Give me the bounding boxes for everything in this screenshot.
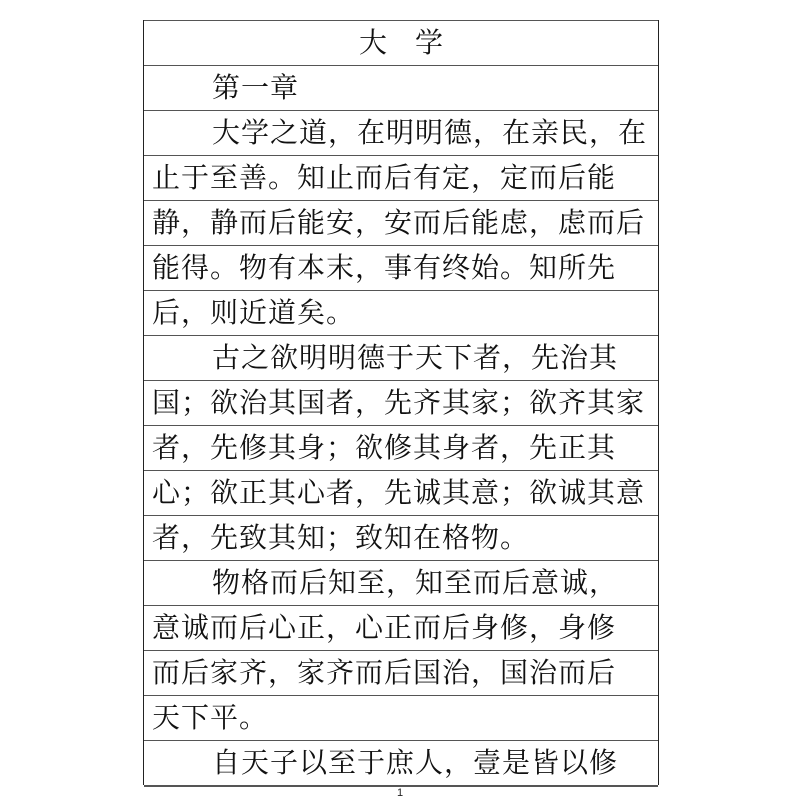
paragraph-2-line-1: 古之欲明明德于天下者，先治其 bbox=[212, 341, 619, 374]
text-row bbox=[144, 560, 658, 603]
text-row bbox=[144, 425, 658, 468]
paragraph-2-line-5: 者，先致其知；致知在格物。 bbox=[152, 521, 530, 554]
paragraph-1-line-2: 止于至善。知止而后有定，定而后能 bbox=[152, 161, 617, 194]
text-row bbox=[144, 290, 658, 333]
paragraph-1-line-3: 静，静而后能安，安而后能虑，虑而后 bbox=[152, 206, 646, 239]
text-row bbox=[144, 200, 658, 243]
paragraph-4-line-1: 自天子以至于庶人，壹是皆以修 bbox=[212, 746, 619, 779]
text-row bbox=[144, 515, 658, 558]
page-number: 1 bbox=[396, 787, 404, 799]
paragraph-1-line-5: 后，则近道矣。 bbox=[152, 296, 356, 329]
chapter-heading: 第一章 bbox=[212, 71, 300, 104]
text-row bbox=[144, 380, 658, 423]
text-row bbox=[144, 695, 658, 738]
title-row bbox=[144, 20, 658, 63]
paragraph-3-line-4: 天下平。 bbox=[152, 701, 269, 734]
text-row bbox=[144, 245, 658, 288]
text-row bbox=[144, 605, 658, 648]
paragraph-2-line-2: 国；欲治其国者，先齐其家；欲齐其家 bbox=[152, 386, 646, 419]
copybook-sheet bbox=[143, 20, 659, 785]
paragraph-3-line-3: 而后家齐，家齐而后国治，国治而后 bbox=[152, 656, 617, 689]
chapter-row bbox=[144, 65, 658, 108]
document-title: 大学 bbox=[358, 26, 471, 59]
text-row bbox=[144, 740, 658, 783]
paragraph-1-line-1: 大学之道，在明明德，在亲民，在 bbox=[212, 116, 648, 149]
text-row bbox=[144, 470, 658, 513]
paragraph-3-line-2: 意诚而后心正，心正而后身修，身修 bbox=[152, 611, 617, 644]
paragraph-2-line-3: 者，先修其身；欲修其身者，先正其 bbox=[152, 431, 617, 464]
text-row bbox=[144, 335, 658, 378]
paragraph-2-line-4: 心；欲正其心者，先诚其意；欲诚其意 bbox=[152, 476, 646, 509]
paragraph-3-line-1: 物格而后知至，知至而后意诚， bbox=[212, 566, 619, 599]
text-row bbox=[144, 155, 658, 198]
text-row bbox=[144, 650, 658, 693]
paragraph-1-line-4: 能得。物有本末，事有终始。知所先 bbox=[152, 251, 617, 284]
text-row bbox=[144, 110, 658, 153]
